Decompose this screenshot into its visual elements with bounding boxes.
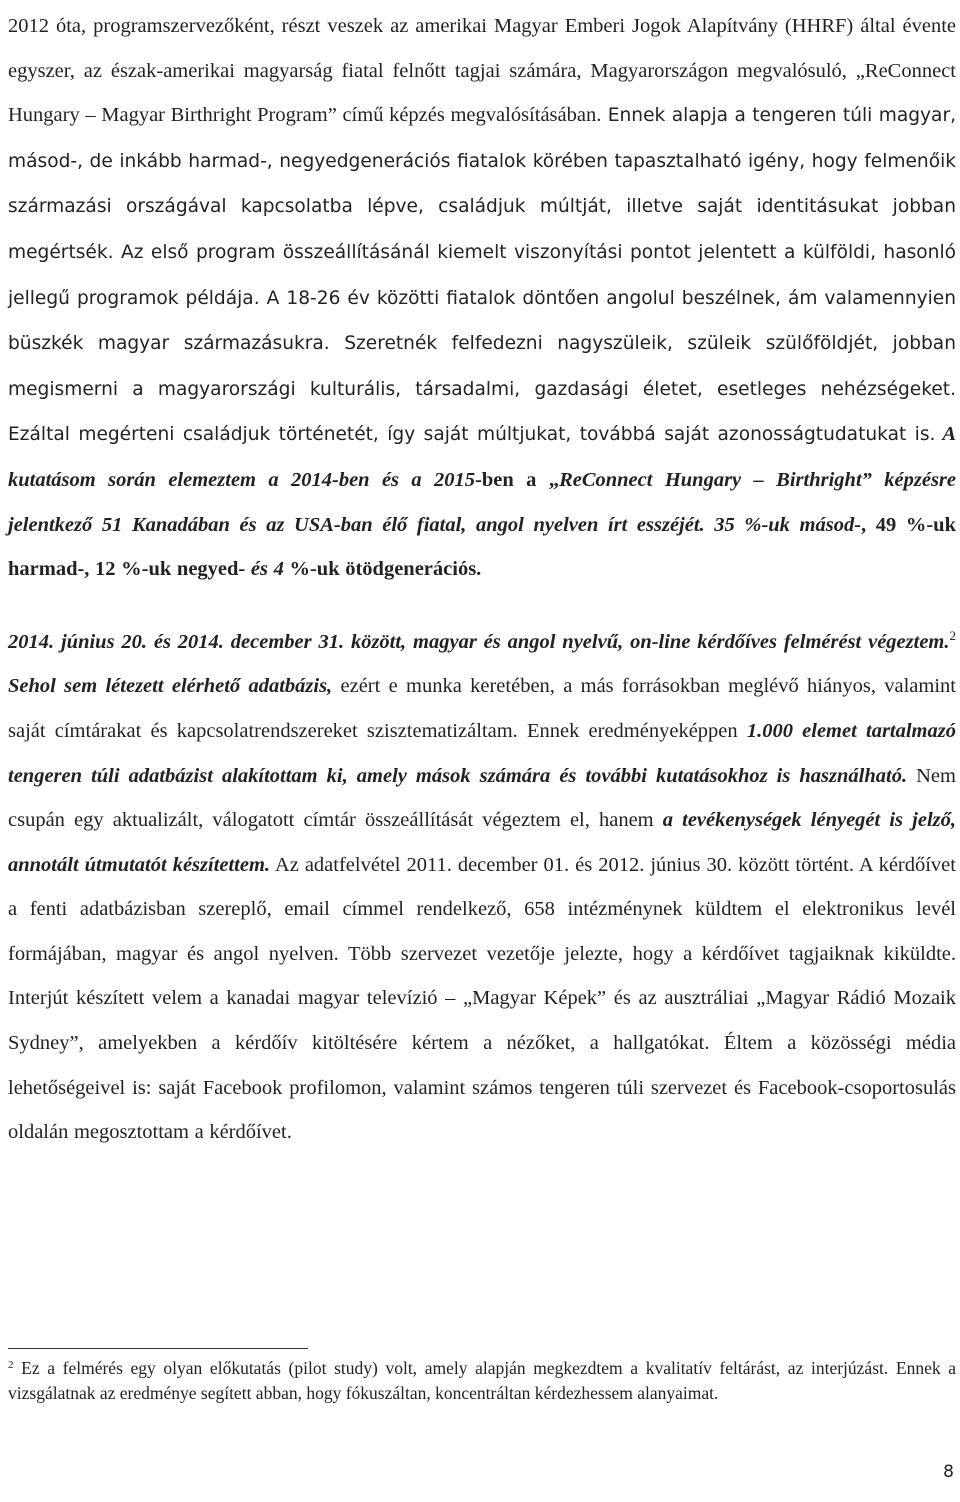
footnote <box>8 1356 956 1405</box>
text-data-collection: Az adatfelvétel 2011. december 01. és 2012. június 30. között történt. A kérdőívet a fenti adatbázisban szereplő, email címmel rendelkező, 658 intézménynek küldtem el elektronikus levél formájában, magyar és angol nyelven. Több szervezet vezetője jelezte, hogy a kérdőívet tagjaiknak kiküldte. Interjút készített velem a kanadai magyar televízió – „Magyar Képek” és az ausztráliai „Magyar Rádió Mozaik Sydney”, amelyekben a kérdőív kitöltésére kértem a nézőket, a hallgatókat. Éltem a közösségi média lehetőségeivel is: saját Facebook profilomon, valamint számos tengeren túli szervezet és Facebook-csoportosulás oldalán megosztottam a kérdőívet. <box>8 853 956 1144</box>
text-stat-fifth: %-uk ötödgenerációs. <box>283 558 482 581</box>
text-background: Ennek alapja a tengeren túli magyar, másod-, de inkább harmad-, negyedgenerációs fiatalok körében tapasztalható igény, hogy felmenőik származási országával kapcsolatba lépve, családjuk múltját, illetve saját identitásukat jobban megértsék. Az első program összeállításánál kiemelt viszonyítási pontot jelentett a külföldi, hasonló jellegű programok példája. A 18-26 év közötti fiatalok döntően angolul beszélnek, ám valamennyien büszkék magyar származásukra. Szeretnék felfedezni nagyszüleik, szüleik szülőföldjét, jobban megismerni a magyarországi kulturális, társadalmi, gazdasági életet, esetleges nehézségeket. Ezáltal megérteni családjuk történetét, így saját múltjukat, továbbá saját azonosságtudatukat is. <box>8 105 956 446</box>
paragraph-program <box>8 4 956 592</box>
document-page <box>8 0 956 1155</box>
text-survey-highlight: 2014. június 20. és 2014. december 31. között, magyar és angol nyelvű, on-line kérdőíves felmérést végeztem. <box>8 630 950 653</box>
text-stat-es: és 4 <box>250 558 284 581</box>
text-directory: Nem csupán egy aktualizált, válogatott címtár összeállítását végeztem el, hanem <box>8 764 956 832</box>
footnote-marker: 2 <box>8 1359 14 1371</box>
text-research-ben: -ben a „ <box>475 468 560 491</box>
text-no-database: Sehol sem létezett elérhető adatbázis, <box>8 675 333 698</box>
footnote-reference[interactable]: 2 <box>949 627 956 643</box>
footnote-separator <box>8 1348 308 1349</box>
text-guide-highlight: a tevékenységek lényegét is jelző, annotált útmutatót készítettem. <box>8 809 956 876</box>
text-stat-third-fourth: , 49 %-uk harmad-, 12 %-uk negyed- <box>8 513 956 581</box>
text-research-highlight: A kutatásom során elemeztem a 2014-ben és a 2015 <box>8 423 956 491</box>
text-stat-second: 35 %-uk másod- <box>704 513 862 536</box>
footnote-text: Ez a felmérés egy olyan előkutatás (pilot study) volt, amely alapján megkezdtem a kvalitatív feltárást, az interjúzást. Ennek a vizsgálatnak az eredménye segített abban, hogy fókuszáltan, koncentráltan kérdezhessem alanyaimat. <box>8 1358 956 1403</box>
page-number: 8 <box>943 1462 954 1482</box>
text-systematized: ezért e munka keretében, a más forrásokban meglévő hiányos, valamint saját címtárakat és kapcsolatrendszereket szisztematizáltam. Ennek eredményeképpen <box>8 675 956 742</box>
text-database-highlight: 1.000 elemet tartalmazó tengeren túli adatbázist alakítottam ki, amely mások számára és további kutatásokhoz is használható. <box>8 719 956 787</box>
paragraph-survey <box>8 620 956 1155</box>
text-intro: 2012 óta, programszervezőként, részt veszek az amerikai Magyar Emberi Jogok Alapítvány (HHRF) által évente egyszer, az észak-amerikai magyarság fiatal felnőtt tagjai számára, Magyarországon megvalósuló, „ReConnect Hungary – Magyar Birthright Program” című képzés megvalósításában. <box>8 15 956 127</box>
text-essays-highlight: ReConnect Hungary – Birthright” képzésre jelentkező 51 Kanadában és az USA-ban élő fiatal, angol nyelven írt esszéjét. <box>8 468 956 536</box>
